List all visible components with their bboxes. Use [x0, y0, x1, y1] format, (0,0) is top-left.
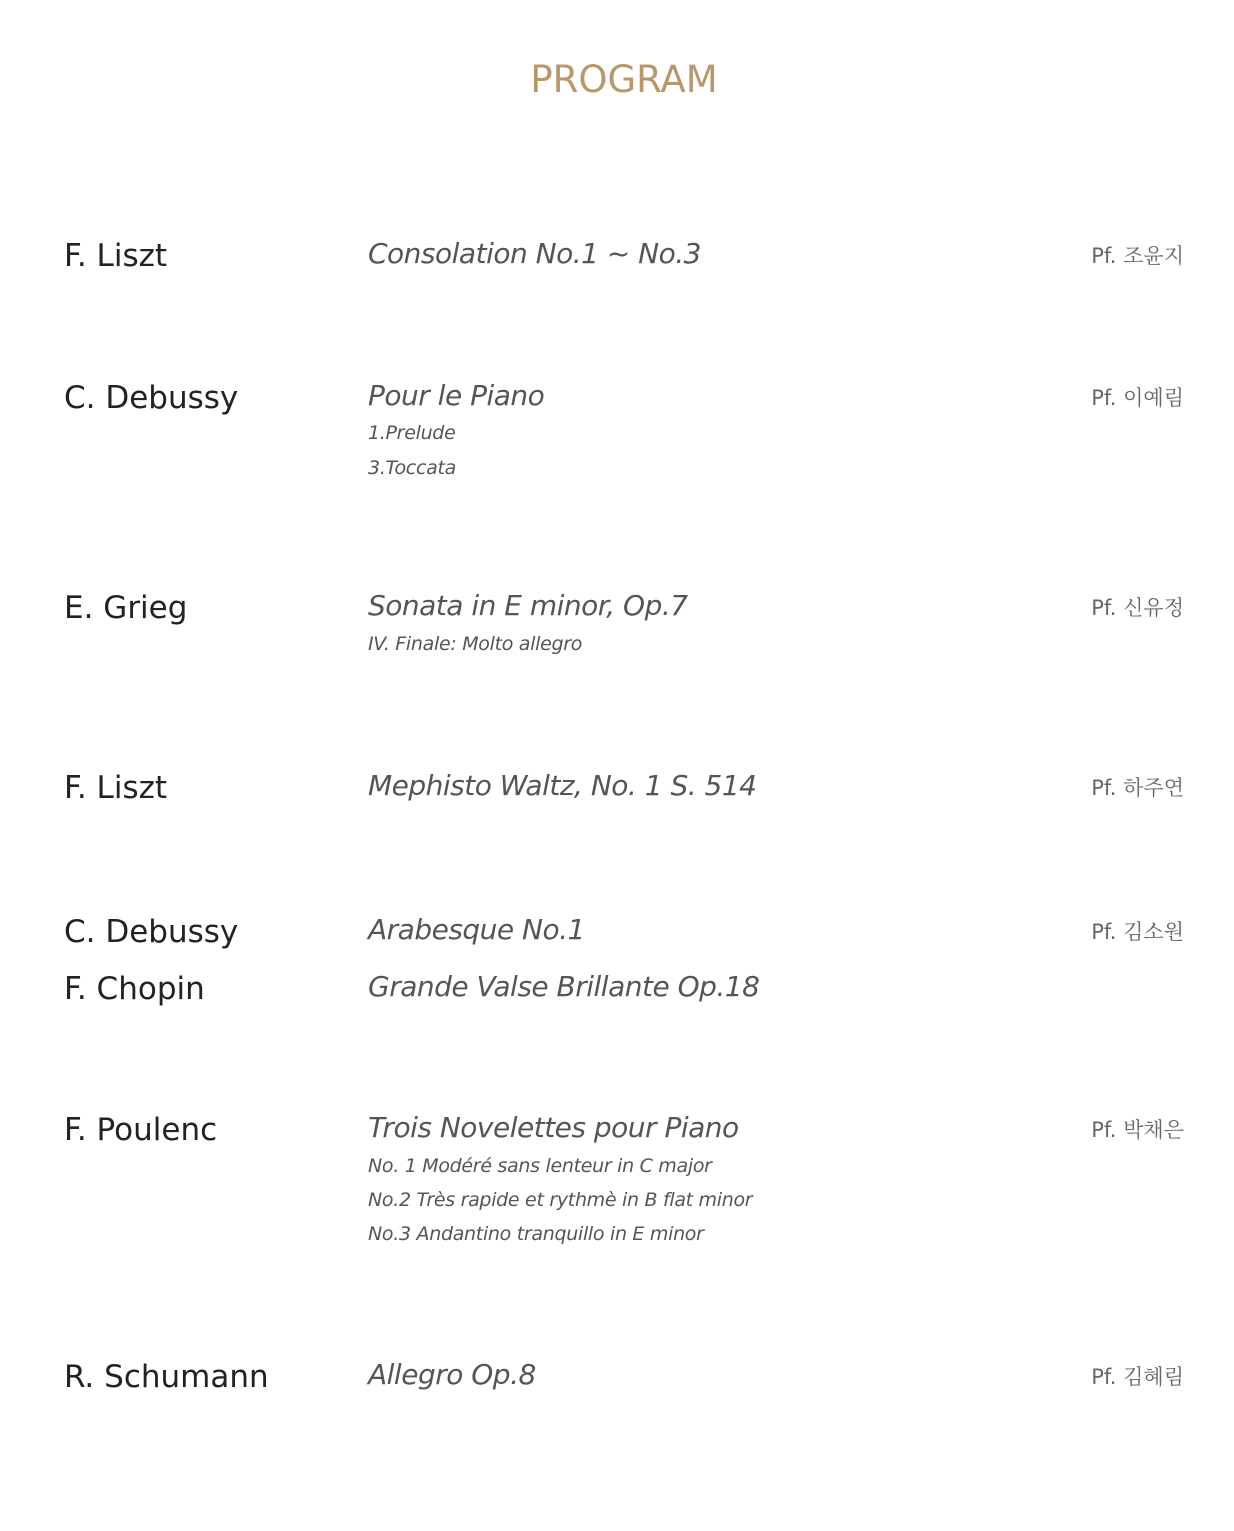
performer-name: Pf. 김소원	[1091, 920, 1184, 944]
work-title: Mephisto Waltz, No. 1 S. 514	[368, 769, 757, 802]
work-title: Arabesque No.1	[368, 913, 585, 946]
performer-name: Pf. 박채은	[1091, 1118, 1184, 1142]
work-title: Allegro Op.8	[368, 1358, 536, 1391]
page-title: PROGRAM	[530, 58, 718, 101]
composer-name: R. Schumann	[64, 1359, 269, 1395]
composer-name: C. Debussy	[64, 914, 239, 950]
movement: No. 1 Modéré sans lenteur in C major	[368, 1155, 712, 1177]
composer-name: F. Liszt	[64, 770, 168, 806]
movement: IV. Finale: Molto allegro	[368, 633, 583, 655]
composer-name: C. Debussy	[64, 380, 239, 416]
performer-name: Pf. 조윤지	[1091, 244, 1184, 268]
composer-name: E. Grieg	[64, 590, 188, 626]
performer-name: Pf. 신유정	[1091, 596, 1184, 620]
work-title: Sonata in E minor, Op.7	[368, 589, 688, 622]
movement: No.3 Andantino tranquillo in E minor	[368, 1223, 704, 1245]
composer-name: F. Liszt	[64, 238, 168, 274]
work-title: Consolation No.1 ~ No.3	[368, 237, 701, 270]
composer-name: F. Chopin	[64, 971, 205, 1007]
work-title: Trois Novelettes pour Piano	[368, 1111, 739, 1144]
movement: 1.Prelude	[368, 422, 456, 444]
work-title: Grande Valse Brillante Op.18	[368, 970, 760, 1003]
movement: 3.Toccata	[368, 457, 456, 479]
performer-name: Pf. 김혜림	[1091, 1365, 1184, 1389]
movement: No.2 Très rapide et rythmè in B flat minor	[368, 1189, 753, 1211]
composer-name: F. Poulenc	[64, 1112, 218, 1148]
work-title: Pour le Piano	[368, 379, 545, 412]
performer-name: Pf. 이예림	[1091, 386, 1184, 410]
performer-name: Pf. 하주연	[1091, 776, 1184, 800]
